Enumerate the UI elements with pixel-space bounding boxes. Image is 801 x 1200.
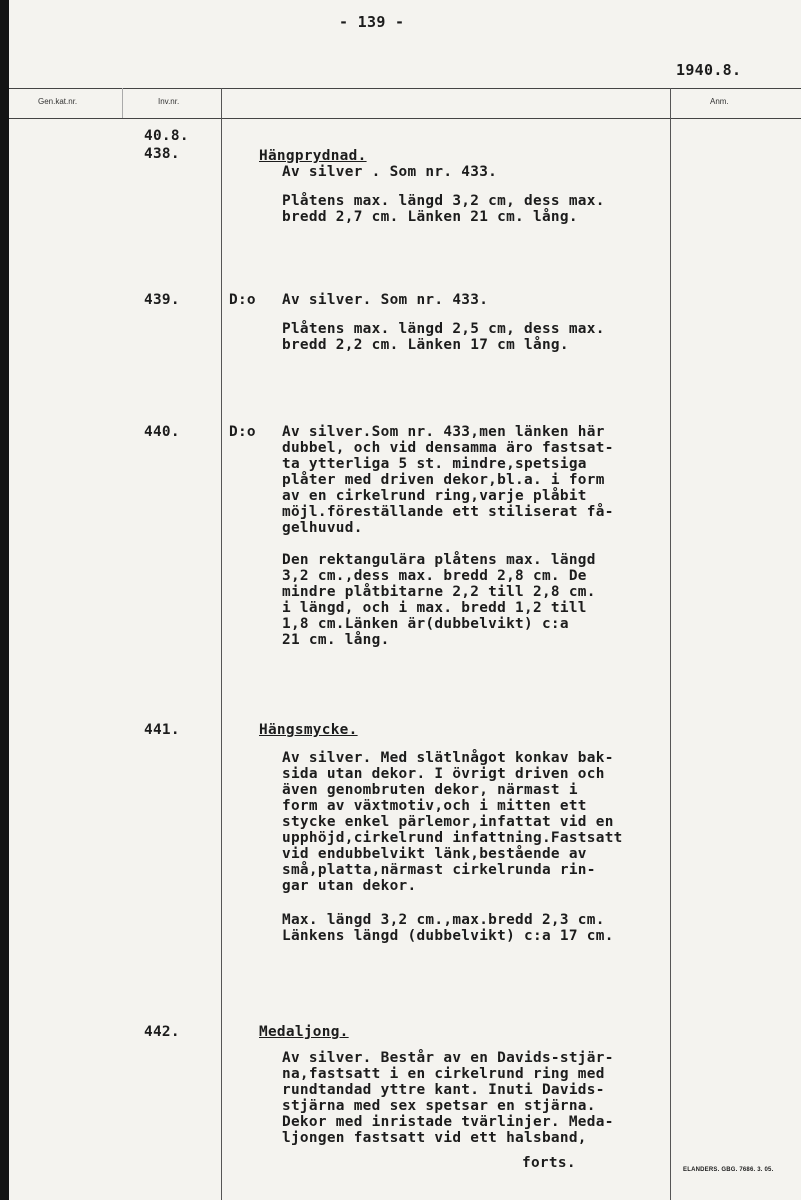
entry-line: bredd 2,7 cm. Länken 21 cm. lång. <box>282 209 578 225</box>
entry-line: dubbel, och vid densamma äro fastsat- <box>282 440 614 456</box>
entry-line: sida utan dekor. I övrigt driven och <box>282 766 605 782</box>
entry-line: Den rektangulära plåtens max. längd <box>282 552 596 568</box>
entry-line: na,fastsatt i en cirkelrund ring med <box>282 1066 605 1082</box>
printer-imprint: ELANDERS. GBG. 7686. 3. 05. <box>683 1167 774 1173</box>
header-anm: Anm. <box>710 97 729 106</box>
entry-line: 21 cm. lång. <box>282 632 390 648</box>
entry-title: Hängprydnad. <box>259 148 367 164</box>
entry-line: Av silver. Som nr. 433. <box>282 292 489 308</box>
entry-line: 3,2 cm.,dess max. bredd 2,8 cm. De <box>282 568 587 584</box>
entry-line: av en cirkelrund ring,varje plåbit <box>282 488 587 504</box>
binding-edge <box>0 0 9 1200</box>
entry-line: Max. längd 3,2 cm.,max.bredd 2,3 cm. <box>282 912 605 928</box>
entry-line: gar utan dekor. <box>282 878 417 894</box>
entry-line: i längd, och i max. bredd 1,2 till <box>282 600 587 616</box>
page-number: - 139 - <box>339 13 405 31</box>
inv-number: 438. <box>144 146 180 162</box>
gen-kat-column-divider <box>122 88 123 118</box>
catalog-date: 1940.8. <box>676 61 742 79</box>
entry-line: små,platta,närmast cirkelrunda rin- <box>282 862 596 878</box>
continued-note: forts. <box>522 1155 576 1171</box>
entry-line: stjärna med sex spetsar en stjärna. <box>282 1098 596 1114</box>
entry-line: bredd 2,2 cm. Länken 17 cm lång. <box>282 337 569 353</box>
table-header-rule <box>9 118 801 119</box>
entry-line: Av silver. Med slätlnågot konkav bak- <box>282 750 614 766</box>
entry-line: möjl.föreställande ett stiliserat få- <box>282 504 614 520</box>
entry-line: Plåtens max. längd 3,2 cm, dess max. <box>282 193 605 209</box>
inv-number: 439. <box>144 292 180 308</box>
entry-line: Av silver.Som nr. 433,men länken här <box>282 424 605 440</box>
entry-line: Dekor med inristade tvärlinjer. Meda- <box>282 1114 614 1130</box>
entry-line: ta ytterliga 5 st. mindre,spetsiga <box>282 456 587 472</box>
inv-number: 441. <box>144 722 180 738</box>
entry-line: upphöjd,cirkelrund infattning.Fastsatt <box>282 830 623 846</box>
entry-line: vid endubbelvikt länk,bestående av <box>282 846 587 862</box>
inv-number: 442. <box>144 1024 180 1040</box>
anm-column-divider <box>670 88 671 1200</box>
ditto-mark: D:o <box>229 424 256 440</box>
header-inv-nr: Inv.nr. <box>158 97 180 106</box>
inv-column-divider <box>221 88 222 1200</box>
entry-line: 1,8 cm.Länken är(dubbelvikt) c:a <box>282 616 569 632</box>
inv-number: 440. <box>144 424 180 440</box>
ditto-mark: D:o <box>229 292 256 308</box>
table-top-rule <box>9 88 801 89</box>
entry-line: stycke enkel pärlemor,infattat vid en <box>282 814 614 830</box>
entry-line: ljongen fastsatt vid ett halsband, <box>282 1130 587 1146</box>
entry-title: Medaljong. <box>259 1024 349 1040</box>
entry-line: rundtandad yttre kant. Inuti Davids- <box>282 1082 605 1098</box>
entry-line: Plåtens max. längd 2,5 cm, dess max. <box>282 321 605 337</box>
entry-line: plåter med driven dekor,bl.a. i form <box>282 472 605 488</box>
entry-line: även genombruten dekor, närmast i <box>282 782 578 798</box>
entry-line: Av silver. Består av en Davids-stjär- <box>282 1050 614 1066</box>
entry-line: mindre plåtbitarne 2,2 till 2,8 cm. <box>282 584 596 600</box>
entry-line: Av silver . Som nr. 433. <box>282 164 498 180</box>
entry-title: Hängsmycke. <box>259 722 358 738</box>
entry-line: form av växtmotiv,och i mitten ett <box>282 798 587 814</box>
entry-line: Länkens längd (dubbelvikt) c:a 17 cm. <box>282 928 614 944</box>
entry-line: gelhuvud. <box>282 520 363 536</box>
inv-date: 40.8. <box>144 128 189 144</box>
header-gen-kat-nr: Gen.kat.nr. <box>38 97 78 106</box>
